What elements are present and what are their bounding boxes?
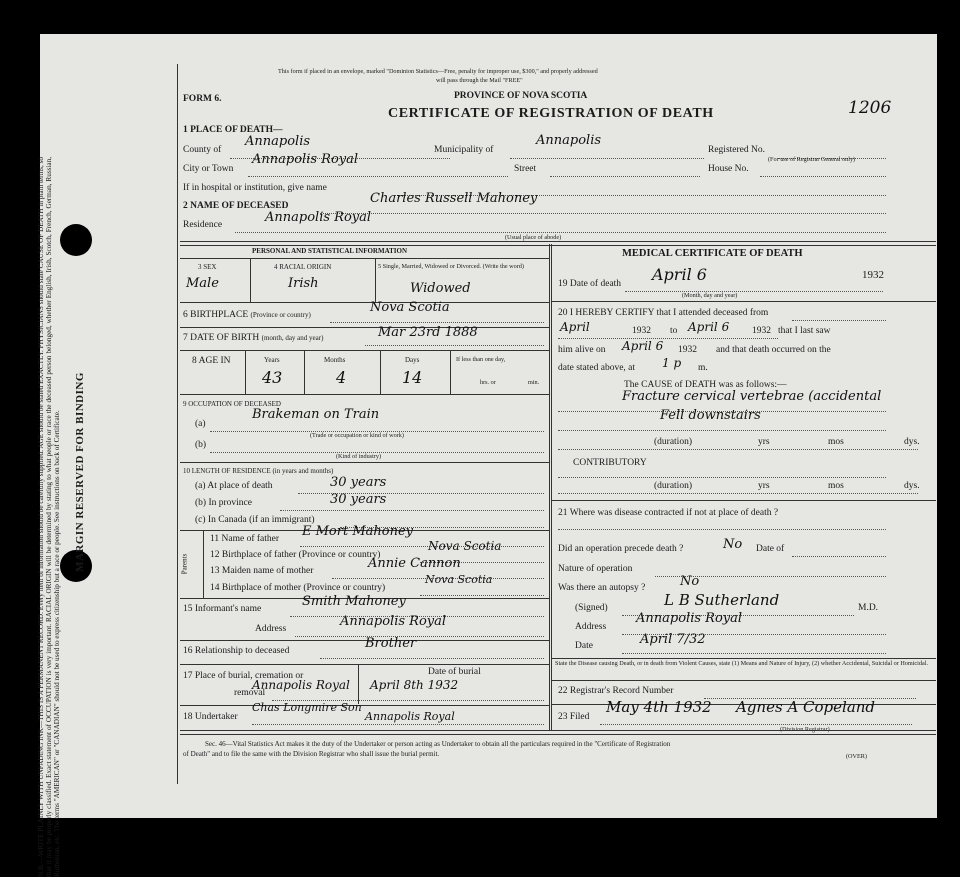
- burial-place-value: Annapolis Royal: [252, 678, 350, 692]
- physician-date-label: Date: [575, 641, 593, 651]
- hospital-label: If in hospital or institution, give name: [183, 183, 327, 193]
- dob-label: 7 DATE OF BIRTH (month, day and year): [183, 333, 324, 343]
- residence-label: Residence: [183, 220, 223, 230]
- informant-value: Smith Mahoney: [302, 594, 406, 609]
- margin-rule: [177, 64, 178, 784]
- place-of-death-label: 1 PLACE OF DEATH—: [183, 125, 283, 135]
- operation-label: Did an operation precede death ?: [558, 544, 684, 554]
- undertaker-value: Chas Longmire Son: [252, 701, 362, 714]
- street-label: Street: [514, 164, 537, 174]
- duration-label-2: (duration): [654, 481, 692, 491]
- alive-on-value: April 6: [622, 339, 664, 353]
- age-months: 4: [336, 368, 347, 387]
- contributory-label: CONTRIBUTORY: [573, 458, 647, 468]
- age-days: 14: [402, 368, 423, 387]
- parents-label: Parents: [180, 553, 189, 575]
- signed-label: (Signed): [575, 603, 608, 613]
- operation-value: No: [723, 537, 743, 552]
- certify-label: 20 I HEREBY CERTIFY that I attended deceased from: [558, 308, 769, 318]
- marital-value: Widowed: [410, 281, 471, 296]
- certificate-page: [37, 34, 937, 877]
- county-value: Annapolis: [245, 134, 311, 149]
- municipality-label: Municipality of: [434, 145, 494, 155]
- margin-binding-label: MARGIN RESERVED FOR BINDING: [74, 372, 86, 572]
- alive-on-label: him alive on: [558, 345, 606, 355]
- division-registrar-signature: Agnes A Copeland: [736, 698, 876, 716]
- occupation-value: Brakeman on Train: [252, 407, 380, 422]
- contracted-label: 21 Where was disease contracted if not at place of death ?: [558, 508, 779, 518]
- occupation-a: (a): [195, 419, 206, 429]
- racial-label: 4 RACIAL ORIGIN: [274, 263, 332, 271]
- in-canada-label: (c) In Canada (if an immigrant): [195, 515, 315, 525]
- industry-note: (Kind of industry): [336, 453, 382, 460]
- mother-birthplace-value: Nova Scotia: [425, 573, 493, 586]
- months-label: Months: [324, 356, 346, 364]
- age-label: 8 AGE IN: [192, 356, 231, 366]
- attended-to-year: 1932: [752, 326, 771, 336]
- sex-label: 3 SEX: [198, 263, 217, 271]
- age-years: 43: [262, 368, 283, 387]
- birthplace-label: 6 BIRTHPLACE (Province or country): [183, 310, 311, 320]
- relationship-label: 16 Relationship to deceased: [183, 646, 290, 656]
- sex-value: Male: [186, 276, 219, 291]
- date-of-death-note: (Month, day and year): [682, 292, 738, 299]
- registrar-note: (For use of Registrar General only): [768, 156, 856, 163]
- mother-birthplace-label: 14 Birthplace of mother (Province or country): [210, 583, 386, 593]
- medical-header: MEDICAL CERTIFICATE OF DEATH: [622, 248, 803, 259]
- undertaker-address: Annapolis Royal: [365, 710, 455, 723]
- abode-note: (Usual place of abode): [505, 234, 562, 241]
- relationship-value: Brother: [365, 636, 417, 651]
- city-label: City or Town: [183, 164, 234, 174]
- informant-label: 15 Informant's name: [183, 604, 262, 614]
- to-label: to: [670, 326, 678, 336]
- municipality-value: Annapolis: [536, 133, 602, 148]
- city-value: Annapolis Royal: [252, 152, 359, 167]
- in-province-value: 30 years: [330, 492, 387, 507]
- marital-label: 5 Single, Married, Widowed or Divorced. (Write the word): [378, 263, 524, 270]
- county-label: County of: [183, 145, 222, 155]
- at-place-label: (a) At place of death: [195, 481, 273, 491]
- occupation-note: (Trade or occupation or kind of work): [310, 432, 404, 439]
- registered-no-label: Registered No.: [708, 145, 765, 155]
- death-occurred-label: and that death occurred on the: [716, 345, 831, 355]
- date-of-death-label: 19 Date of death: [558, 279, 622, 289]
- father-birthplace-label: 12 Birthplace of father (Province or country): [210, 550, 381, 560]
- informant-address-value: Annapolis Royal: [340, 614, 447, 629]
- footer-line-2: of Death" and to file the same with the Division Registrar who shall issue the burial permit.: [183, 750, 440, 758]
- at-place-value: 30 years: [330, 475, 387, 490]
- years-label: Years: [264, 356, 280, 364]
- division-registrar-note: (Division Registrar): [780, 726, 830, 733]
- physician-date-value: April 7/32: [640, 632, 706, 647]
- document-title: CERTIFICATE OF REGISTRATION OF DEATH: [388, 106, 714, 121]
- min-label: min.: [528, 379, 540, 386]
- top-notice-2: will pass through the Mail "FREE": [436, 77, 523, 84]
- informant-address-label: Address: [255, 624, 287, 634]
- physician-address-value: Annapolis Royal: [636, 611, 743, 626]
- cause-line-1: Fracture cervical vertebrae (accidental: [622, 389, 882, 404]
- date-of-label: Date of: [756, 544, 785, 554]
- name-of-deceased-label: 2 NAME OF DECEASED: [183, 201, 289, 211]
- attended-from-year: 1932: [632, 326, 651, 336]
- footer-line-1: Sec. 46—Vital Statistics Act makes it the duty of the Undertaker or person acting as Undertaker to obtain all the particulars required in the "Certificate of Registration: [205, 740, 671, 748]
- nature-label: Nature of operation: [558, 564, 633, 574]
- burial-place-label: 17 Place of burial, cremation or: [183, 671, 304, 681]
- occupation-label: 9 OCCUPATION OF DECEASED: [183, 400, 281, 408]
- filed-date: May 4th 1932: [606, 698, 712, 716]
- md-label: M.D.: [858, 603, 879, 613]
- days-label: Days: [405, 356, 420, 364]
- over-label: (OVER): [846, 753, 867, 760]
- alive-on-year: 1932: [678, 345, 697, 355]
- last-saw-label: that I last saw: [778, 326, 831, 336]
- registrar-number: 1206: [848, 98, 892, 118]
- length-of-residence-label: 10 LENGTH OF RESIDENCE (in years and months): [183, 467, 334, 475]
- mos-label-1: mos: [828, 437, 844, 447]
- house-no-label: House No.: [708, 164, 749, 174]
- cause-label: The CAUSE of DEATH was as follows:—: [624, 380, 787, 390]
- hrs-label: hrs. or: [480, 379, 496, 386]
- undertaker-label: 18 Undertaker: [183, 712, 238, 722]
- less-than-day-label: If less than one day,: [456, 356, 506, 363]
- date-stated-label: date stated above, at: [558, 363, 636, 373]
- record-number-label: 22 Registrar's Record Number: [558, 686, 674, 696]
- birthplace-value: Nova Scotia: [370, 300, 450, 315]
- dys-label-1: dys.: [904, 437, 920, 447]
- filed-label: 23 Filed: [558, 712, 590, 722]
- in-province-label: (b) In province: [195, 498, 252, 508]
- burial-removal-label: removal: [234, 688, 266, 698]
- dys-label-2: dys.: [904, 481, 920, 491]
- attended-to: April 6: [688, 320, 730, 334]
- date-of-death-year: 1932: [862, 269, 884, 281]
- autopsy-value: No: [680, 574, 700, 589]
- dob-value: Mar 23rd 1888: [378, 325, 478, 340]
- mother-value: Annie Cannon: [368, 556, 461, 571]
- duration-label-1: (duration): [654, 437, 692, 447]
- burial-date-value: April 8th 1932: [370, 678, 459, 692]
- residence-value: Annapolis Royal: [265, 210, 372, 225]
- racial-value: Irish: [288, 276, 319, 291]
- father-label: 11 Name of father: [210, 534, 280, 544]
- father-value: E Mort Mahoney: [302, 524, 414, 539]
- deceased-name: Charles Russell Mahoney: [370, 191, 538, 206]
- violent-causes-note: State the Disease causing Death, or in death from Violent Causes, state (1) Means and Nature of Injury, (2) whether Accidental, Suicidal or Homicidal.: [555, 660, 928, 667]
- physician-address-label: Address: [575, 622, 607, 632]
- physician-signature: L B Sutherland: [664, 591, 780, 609]
- date-of-death-value: April 6: [652, 265, 707, 284]
- mos-label-2: mos: [828, 481, 844, 491]
- mother-label: 13 Maiden name of mother: [210, 566, 314, 576]
- main-top-rule: [180, 241, 936, 246]
- form-number: FORM 6.: [183, 94, 222, 104]
- province-title: PROVINCE OF NOVA SCOTIA: [454, 91, 588, 101]
- autopsy-label: Was there an autopsy ?: [558, 583, 646, 593]
- yrs-label-2: yrs: [758, 481, 770, 491]
- occupation-b: (b): [195, 440, 207, 450]
- yrs-label-1: yrs: [758, 437, 770, 447]
- attended-from: April: [560, 320, 590, 334]
- hour-value: 1 p: [662, 356, 682, 370]
- personal-header: PERSONAL AND STATISTICAL INFORMATION: [252, 247, 408, 255]
- father-birthplace-value: Nova Scotia: [428, 539, 502, 553]
- burial-date-label: Date of burial: [428, 667, 481, 677]
- m-label: m.: [698, 363, 708, 373]
- top-notice-1: This form if placed in an envelope, marked "Dominion Statistics—Free, penalty for improper use, $300," and properly addressed: [278, 68, 598, 75]
- main-bottom-rule: [180, 730, 936, 735]
- margin-instructions: N.B.—WRITE PLAINLY WITH UNFADING INK—THIS IS A PERMANENT RECORD. Every item of information should be carefully supplied. AGE should be stated EXACTLY. PHYSICIANS should state CAUSE OF DEATH in plain terms, so that it may be properly classified. Exact statement of OCCUPATION is very important. RACIAL ORIGIN will be determined by stating to what people or race the deceased person belonged, whether English, Irish, Scotch, French, German, Russian, Ruthenian, etc. The terms "AMERICAN" or "CANADIAN" should not be used to express citizenship but a race or people. See instructions on back of Certificate.: [37, 157, 62, 877]
- cause-line-2: Fell downstairs: [660, 408, 761, 423]
